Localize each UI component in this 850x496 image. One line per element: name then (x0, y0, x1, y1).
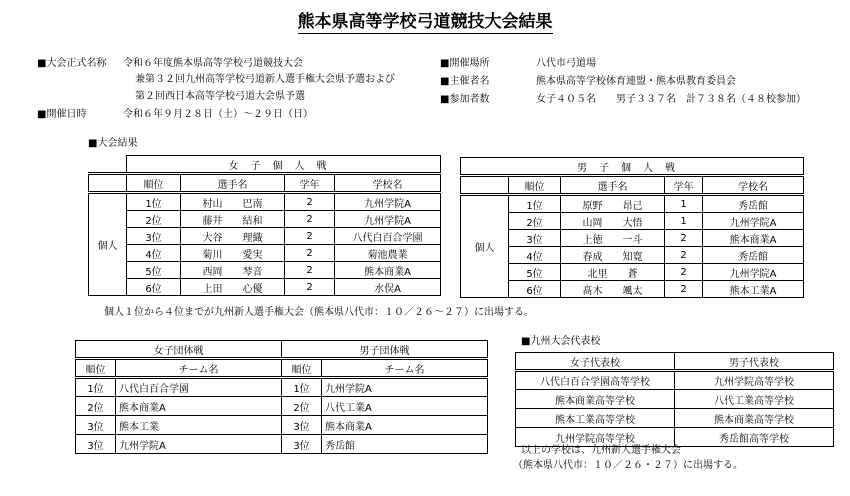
rank-cell: 3位 (282, 416, 322, 435)
men-team-rank-header: 順位 (282, 359, 322, 378)
family-name: 西岡 (202, 266, 223, 278)
name-cell (561, 213, 665, 230)
kyushu-men-school: 八代工業高等学校 (675, 390, 834, 409)
men-team-name-header: チーム名 (322, 359, 488, 378)
participants-value: 女子４０５名 男子３３７名 計７３８名（４８校参加） (536, 94, 806, 105)
grade-cell: 2 (665, 281, 703, 298)
name-cell (561, 195, 665, 213)
grade-cell: 2 (665, 230, 703, 247)
school-cell: 熊本商業A (335, 262, 441, 279)
school-cell: 九州学院A (703, 264, 804, 281)
name-cell (181, 211, 285, 228)
team-table (75, 340, 488, 454)
grade-cell: 2 (285, 211, 335, 228)
women-individual-table (88, 155, 441, 296)
individual-note: 個人１位から４位までが九州新人選手権大会（熊本県八代市：１０／２６～２７）に出場する。 (104, 307, 534, 318)
men-individual-table (460, 157, 804, 298)
name-cell (181, 245, 285, 262)
women-header-rank: 順位 (127, 174, 181, 193)
name-cell (181, 279, 285, 296)
kyushu-women-school: 八代白百合学園高等学校 (516, 371, 675, 390)
family-name: 上田 (202, 283, 223, 295)
table-row (461, 281, 804, 298)
family-name: 村山 (202, 198, 223, 210)
given-name: 昂己 (622, 200, 643, 212)
grade-cell: 2 (285, 193, 335, 211)
team-cell: 熊本商業A (116, 397, 282, 416)
rank-cell: 4位 (509, 247, 561, 264)
rank-cell: 2位 (509, 213, 561, 230)
kyushu-note-line-1: 以上の学校は、九州新人選手権大会 (521, 445, 681, 456)
team-cell: 熊本工業 (116, 416, 282, 435)
women-header-grade: 学年 (285, 174, 335, 193)
team-cell: 九州学院A (322, 378, 488, 397)
official-name-line-2: 兼第３２回九州高等学校弓道新人選手権大会県予選および (135, 74, 395, 85)
school-cell: 菊池農業 (335, 245, 441, 262)
table-row (516, 409, 834, 428)
women-team-title: 女子団体戦 (76, 341, 282, 359)
school-cell: 水俣A (335, 279, 441, 296)
kyushu-women-school: 九州学院高等学校 (516, 428, 675, 447)
family-name: 原野 (582, 200, 603, 212)
family-name: 髙木 (582, 285, 603, 297)
school-cell: 九州学院A (703, 213, 804, 230)
given-name: 大悟 (622, 217, 643, 229)
family-name: 大谷 (202, 232, 223, 244)
kyushu-women-header: 女子代表校 (516, 353, 675, 371)
rank-cell: 3位 (509, 230, 561, 247)
grade-cell: 2 (665, 247, 703, 264)
name-cell (561, 247, 665, 264)
given-name: 颯太 (622, 285, 643, 297)
name-cell (181, 228, 285, 245)
men-individual-title-text: 男子個人戦 (577, 162, 688, 174)
family-name: 北里 (587, 268, 608, 280)
rank-cell: 5位 (509, 264, 561, 281)
rank-cell: 2位 (76, 397, 116, 416)
kyushu-women-school: 熊本工業高等学校 (516, 409, 675, 428)
official-name-line-1: 令和６年度熊本県高等学校弓道競技大会 (123, 58, 303, 69)
men-header-blank (461, 176, 509, 195)
women-header-blank (89, 174, 127, 193)
school-cell: 八代白百合学園 (335, 228, 441, 245)
rank-cell: 1位 (509, 195, 561, 213)
women-header-name: 選手名 (181, 174, 285, 193)
table-row (89, 262, 441, 279)
given-name: 巴南 (242, 198, 263, 210)
women-header-school: 学校名 (335, 174, 441, 193)
rank-cell: 4位 (127, 245, 181, 262)
table-row (461, 213, 804, 230)
family-name: 春成 (582, 251, 603, 263)
kyushu-men-school: 九州学院高等学校 (675, 371, 834, 390)
official-name-line-3: 第２回西日本高等学校弓道大会県予選 (135, 91, 305, 102)
team-cell: 熊本商業A (322, 416, 488, 435)
school-cell: 秀岳館 (703, 247, 804, 264)
team-cell: 九州学院A (116, 435, 282, 454)
women-team-name-header: チーム名 (116, 359, 282, 378)
name-cell (561, 230, 665, 247)
school-cell: 秀岳館 (703, 195, 804, 213)
organizer-value: 熊本県高等学校体育連盟・熊本県教育委員会 (536, 76, 736, 87)
grade-cell: 2 (285, 245, 335, 262)
rank-cell: 5位 (127, 262, 181, 279)
team-cell: 八代白百合学園 (116, 378, 282, 397)
table-row (76, 397, 488, 416)
men-header-name: 選手名 (561, 176, 665, 195)
kyushu-men-school: 熊本商業高等学校 (675, 409, 834, 428)
family-name: 山岡 (582, 217, 603, 229)
name-cell (181, 193, 285, 211)
given-name: 理織 (242, 232, 263, 244)
page-title (0, 12, 850, 32)
men-individual-title (461, 158, 804, 176)
official-name-label: ■大会正式名称 (37, 58, 107, 69)
kyushu-label: ■九州大会代表校 (521, 336, 601, 347)
school-cell: 九州学院A (335, 211, 441, 228)
kyushu-women-school: 熊本商業高等学校 (516, 390, 675, 409)
given-name: 一斗 (622, 234, 643, 246)
women-team-rank-header: 順位 (76, 359, 116, 378)
grade-cell: 2 (665, 264, 703, 281)
family-name: 上徳 (582, 234, 603, 246)
rank-cell: 3位 (282, 435, 322, 454)
date-value: 令和６年９月２８日（土）～２９日（日） (123, 109, 313, 120)
given-name: 琴音 (242, 266, 263, 278)
rank-cell: 1位 (76, 378, 116, 397)
women-row-label: 個人 (89, 193, 127, 296)
given-name: 知寛 (622, 251, 643, 263)
table-row (89, 193, 441, 211)
table-row (89, 211, 441, 228)
men-header-school: 学校名 (703, 176, 804, 195)
participants-label: ■参加者数 (440, 94, 490, 105)
name-cell (561, 281, 665, 298)
rank-cell: 6位 (509, 281, 561, 298)
given-name: 蒼 (627, 268, 638, 280)
school-cell: 九州学院A (335, 193, 441, 211)
men-row-label: 個人 (461, 195, 509, 298)
rank-cell: 2位 (282, 397, 322, 416)
men-header-rank: 順位 (509, 176, 561, 195)
name-cell (561, 264, 665, 281)
table-row (89, 279, 441, 296)
school-cell: 熊本商業A (703, 230, 804, 247)
rank-cell: 2位 (127, 211, 181, 228)
results-label: ■大会結果 (88, 138, 138, 149)
women-corner (89, 156, 127, 174)
table-row (461, 195, 804, 213)
rank-cell: 6位 (127, 279, 181, 296)
kyushu-note-line-2: （熊本県八代市：１０／２６・２７）に出場する。 (513, 460, 743, 471)
rank-cell: 3位 (76, 435, 116, 454)
table-row (76, 435, 488, 454)
venue-value: 八代市弓道場 (536, 58, 596, 69)
grade-cell: 2 (285, 279, 335, 296)
name-cell (181, 262, 285, 279)
table-row (516, 390, 834, 409)
team-cell: 八代工業A (322, 397, 488, 416)
family-name: 菊川 (202, 249, 223, 261)
rank-cell: 1位 (282, 378, 322, 397)
team-cell: 秀岳館 (322, 435, 488, 454)
table-row (516, 371, 834, 390)
grade-cell: 2 (285, 262, 335, 279)
venue-label: ■開催場所 (440, 58, 490, 69)
date-label: ■開催日時 (37, 109, 87, 120)
table-row (461, 264, 804, 281)
given-name: 愛実 (242, 249, 263, 261)
women-individual-title-text: 女子個人戦 (228, 160, 339, 172)
title-text: 熊本県高等学校弓道競技大会結果 (297, 12, 553, 32)
rank-cell: 3位 (76, 416, 116, 435)
table-row (76, 416, 488, 435)
table-row (89, 228, 441, 245)
grade-cell: 1 (665, 213, 703, 230)
family-name: 藤井 (202, 215, 223, 227)
table-row (461, 247, 804, 264)
grade-cell: 1 (665, 195, 703, 213)
kyushu-men-header: 男子代表校 (675, 353, 834, 371)
table-row (76, 378, 488, 397)
school-cell: 熊本工業A (703, 281, 804, 298)
kyushu-men-school: 秀岳館高等学校 (675, 428, 834, 447)
rank-cell: 1位 (127, 193, 181, 211)
rank-cell: 3位 (127, 228, 181, 245)
table-row (461, 230, 804, 247)
given-name: 心優 (242, 283, 263, 295)
table-row (89, 245, 441, 262)
organizer-label: ■主催者名 (440, 76, 490, 87)
women-individual-title (127, 156, 441, 174)
kyushu-table (515, 352, 834, 447)
men-header-grade: 学年 (665, 176, 703, 195)
men-team-title: 男子団体戦 (282, 341, 488, 359)
grade-cell: 2 (285, 228, 335, 245)
table-row (516, 428, 834, 447)
given-name: 結和 (242, 215, 263, 227)
